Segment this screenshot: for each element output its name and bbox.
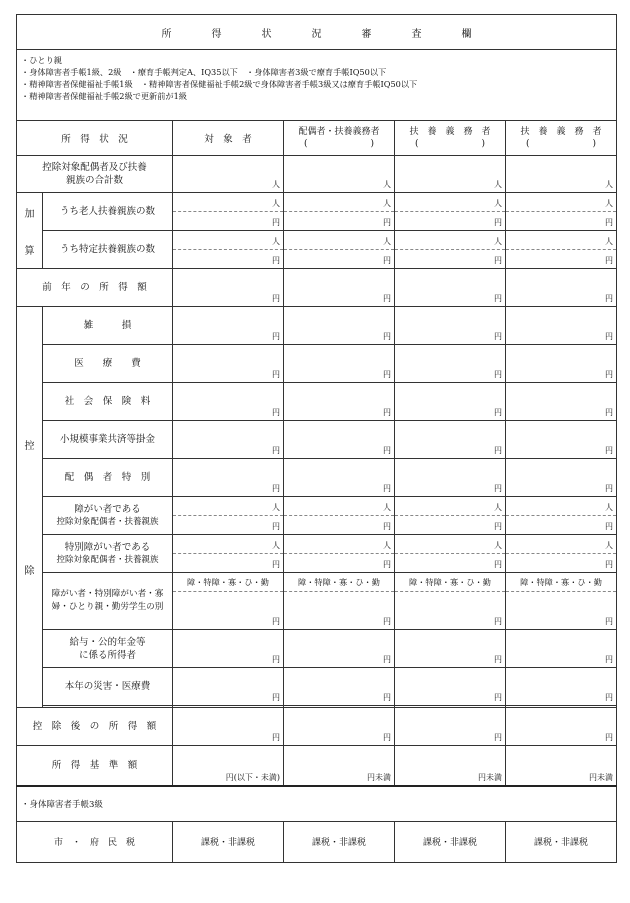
value-cell[interactable]: 円: [395, 630, 506, 668]
value-cell[interactable]: 人 円: [506, 497, 617, 535]
bottom-note: ・身体障害者手帳3級: [17, 786, 617, 822]
value-cell[interactable]: 円: [506, 421, 617, 459]
row-label-dependents-total: 控除対象配偶者及び扶養親族の合計数: [17, 156, 173, 193]
row-label-municipal-tax: 市 ・ 府 民 税: [17, 821, 173, 862]
value-cell[interactable]: 円: [395, 269, 506, 307]
value-cell[interactable]: 円: [173, 307, 284, 345]
value-cell[interactable]: 人: [284, 156, 395, 193]
header-supporter-label: 扶 養 義 務 者: [409, 127, 491, 137]
tax-option[interactable]: 課税・非課税: [506, 821, 617, 862]
value-cell[interactable]: 円未満: [395, 746, 506, 786]
row-label-pension: 給与・公的年金等 に係る所得者: [43, 630, 173, 668]
value-cell[interactable]: 人: [395, 156, 506, 193]
value-cell[interactable]: 円: [506, 383, 617, 421]
header-paren: ( ): [303, 139, 375, 149]
table-row: [17, 668, 617, 706]
table-row: [17, 193, 617, 231]
value-cell[interactable]: 円: [284, 383, 395, 421]
row-label-after-deduction: 控 除 後 の 所 得 額: [17, 708, 173, 746]
header-spouse-label: 配偶者・扶養義務者: [298, 127, 380, 137]
value-cell[interactable]: 障・特障・寡・ひ・勤 円: [506, 573, 617, 630]
note-line: ・ひとり親: [21, 55, 62, 65]
table-row: [17, 746, 617, 786]
table-row: [17, 630, 617, 668]
table-row: [17, 708, 617, 746]
header-supporter-1: [395, 121, 506, 156]
value-cell[interactable]: 円: [395, 307, 506, 345]
table-row: [17, 345, 617, 383]
value-cell[interactable]: 円: [284, 307, 395, 345]
value-cell[interactable]: 円: [284, 708, 395, 746]
value-cell[interactable]: 人 円: [173, 231, 284, 269]
row-label-medical: 医 療 費: [43, 345, 173, 383]
value-cell[interactable]: 円: [284, 630, 395, 668]
value-cell[interactable]: 円: [395, 383, 506, 421]
table-row: [17, 821, 617, 862]
eligibility-notes: [17, 50, 617, 121]
value-cell[interactable]: 人 円: [506, 535, 617, 573]
row-label-social-insurance: 社 会 保 険 料: [43, 383, 173, 421]
row-label-income-standard: 所 得 基 準 額: [17, 746, 173, 786]
value-cell[interactable]: 人: [173, 156, 284, 193]
value-cell[interactable]: 円: [506, 307, 617, 345]
value-cell[interactable]: 障・特障・寡・ひ・勤 円: [284, 573, 395, 630]
header-target: 対 象 者: [173, 121, 284, 156]
row-label-disaster: 本年の災害・医療費: [43, 668, 173, 706]
value-cell[interactable]: 人 円: [284, 193, 395, 231]
row-label-misc-status: 障がい者・特別障がい者・寡 婦・ひとり親・勤労学生の別: [43, 573, 173, 630]
status-options: 障・特障・寡・ひ・勤: [506, 573, 616, 592]
value-cell[interactable]: 人 円: [284, 535, 395, 573]
header-spouse: [284, 121, 395, 156]
value-cell[interactable]: 円未満: [506, 746, 617, 786]
row-label-disabled: 障がい者である 控除対象配偶者・扶養親族: [43, 497, 173, 535]
row-label-small-business: 小規模事業共済等掛金: [43, 421, 173, 459]
value-cell[interactable]: 円: [284, 269, 395, 307]
value-cell[interactable]: 円: [284, 459, 395, 497]
table-row: [17, 573, 617, 630]
note-line: ・身体障害者手帳1級、2級 ・療育手帳判定A、IQ35以下 ・身体障害者3級で療育手帳IQ50以下: [21, 67, 387, 77]
table-row: [17, 231, 617, 269]
value-cell[interactable]: 円: [506, 630, 617, 668]
status-options: 障・特障・寡・ひ・勤: [395, 573, 505, 592]
add-section-label: 加 算: [17, 193, 43, 269]
tax-option[interactable]: 課税・非課税: [173, 821, 284, 862]
header-supporter-2: [506, 121, 617, 156]
header-supporter-label: 扶 養 義 務 者: [520, 127, 602, 137]
income-status-table: [16, 14, 617, 863]
row-label-specified: うち特定扶養親族の数: [43, 231, 173, 269]
table-row: [17, 497, 617, 535]
value-cell[interactable]: 障・特障・寡・ひ・勤 円: [173, 573, 284, 630]
value-cell[interactable]: 障・特障・寡・ひ・勤 円: [395, 573, 506, 630]
value-cell[interactable]: 人 円: [284, 231, 395, 269]
value-cell[interactable]: 人 円: [395, 231, 506, 269]
header-paren: ( ): [414, 139, 486, 149]
value-cell[interactable]: 円: [506, 668, 617, 706]
value-cell[interactable]: 円: [173, 269, 284, 307]
deduction-section-label: 控 除: [17, 307, 43, 708]
value-cell[interactable]: 円: [173, 630, 284, 668]
table-row: [17, 307, 617, 345]
value-cell[interactable]: 円: [395, 459, 506, 497]
value-cell[interactable]: 人 円: [173, 535, 284, 573]
value-cell[interactable]: 人 円: [173, 193, 284, 231]
value-cell[interactable]: 円: [173, 459, 284, 497]
value-cell[interactable]: 円: [506, 269, 617, 307]
header-paren: ( ): [526, 139, 597, 149]
value-cell[interactable]: 人 円: [395, 497, 506, 535]
table-row: [17, 383, 617, 421]
form-title: 所 得 状 況 審 査 欄: [17, 15, 617, 50]
value-cell[interactable]: 円: [173, 383, 284, 421]
table-row: [17, 459, 617, 497]
value-cell[interactable]: 人: [506, 156, 617, 193]
value-cell[interactable]: 円: [173, 668, 284, 706]
tax-option[interactable]: 課税・非課税: [284, 821, 395, 862]
value-cell[interactable]: 円(以下・未満): [173, 746, 284, 786]
note-line: ・精神障害者保健福祉手帳1級 ・精神障害者保健福祉手帳2級で身体障害者手帳3級又は療育手帳IQ50以下: [21, 79, 418, 89]
status-options: 障・特障・寡・ひ・勤: [173, 573, 283, 592]
tax-option[interactable]: 課税・非課税: [395, 821, 506, 862]
row-label-prev-income: 前 年 の 所 得 額: [17, 269, 173, 307]
value-cell[interactable]: 円: [506, 708, 617, 746]
value-cell[interactable]: 円未満: [284, 746, 395, 786]
value-cell[interactable]: 円: [395, 708, 506, 746]
header-income-status: 所 得 状 況: [17, 121, 173, 156]
table-row: [17, 535, 617, 573]
value-cell[interactable]: 人 円: [395, 193, 506, 231]
value-cell[interactable]: 円: [173, 708, 284, 746]
row-label-special-disabled: 特別障がい者である 控除対象配偶者・扶養親族: [43, 535, 173, 573]
value-cell[interactable]: 円: [173, 345, 284, 383]
status-options: 障・特障・寡・ひ・勤: [284, 573, 394, 592]
value-cell[interactable]: 円: [173, 421, 284, 459]
note-line: ・精神障害者保健福祉手帳2級で更新前が1級: [21, 91, 187, 101]
value-cell[interactable]: 円: [506, 459, 617, 497]
row-label-elderly: うち老人扶養親族の数: [43, 193, 173, 231]
value-cell[interactable]: 円: [284, 421, 395, 459]
table-row: [17, 156, 617, 193]
row-label-casualty: 雑 損: [43, 307, 173, 345]
value-cell[interactable]: 人 円: [506, 231, 617, 269]
value-cell[interactable]: 人 円: [395, 535, 506, 573]
value-cell[interactable]: 円: [506, 345, 617, 383]
value-cell[interactable]: 円: [395, 421, 506, 459]
value-cell[interactable]: 円: [284, 345, 395, 383]
table-row: [17, 269, 617, 307]
row-label-spouse-special: 配 偶 者 特 別: [43, 459, 173, 497]
value-cell[interactable]: 人 円: [173, 497, 284, 535]
value-cell[interactable]: 円: [395, 345, 506, 383]
table-row: [17, 421, 617, 459]
value-cell[interactable]: 円: [395, 668, 506, 706]
value-cell[interactable]: 円: [284, 668, 395, 706]
value-cell[interactable]: 人 円: [284, 497, 395, 535]
value-cell[interactable]: 人 円: [506, 193, 617, 231]
